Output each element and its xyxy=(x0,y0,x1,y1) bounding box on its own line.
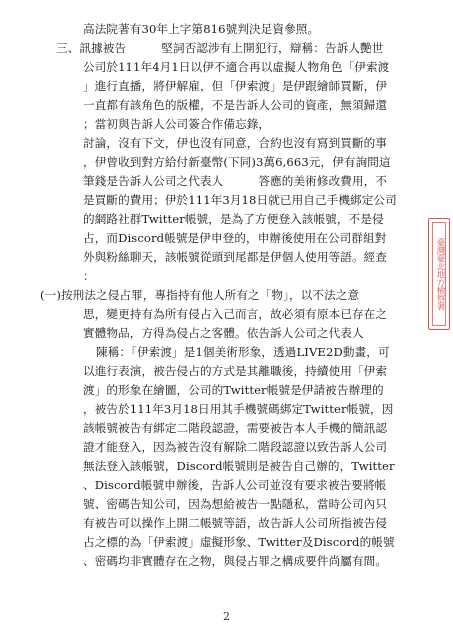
text-line-11: 的網路社群Twitter帳號，是為了方便登入該帳號，不是侵 xyxy=(83,212,384,226)
text-line-19: 以進行表演，被告侵占的方式是其離職後，持續使用「伊索 xyxy=(83,364,388,378)
text-line-24: 無法登入該帳號，Discord帳號則是被告自己辦的，Twitter xyxy=(83,459,395,473)
text-line-1: 高法院著有30年上字第816號判決足資參照。 xyxy=(83,22,320,36)
text-line-27: 有被告可以操作上開二帳號等語，故告訴人公司所指被告侵 xyxy=(83,516,388,530)
text-line-21: ，被告於111年3月18日用其手機號碼綁定Twitter帳號，因 xyxy=(83,402,394,416)
text-line-14: ： xyxy=(83,269,95,283)
text-line-13: 外與粉絲聊天，該帳號從頭到尾都是伊個人使用等語。經查 xyxy=(83,250,388,264)
page-number: 2 xyxy=(223,610,230,623)
text-line-29: 、密碼均非實體存在之物，與侵占罪之構成要件尚屬有間。 xyxy=(83,554,388,568)
text-line-18: 陳稱：「伊索渡」是1個美術形象，透過LIVE2D動畫，可 xyxy=(96,345,390,359)
text-line-23: 證才能登入，因為被告沒有解除二階段認證以致告訴人公司 xyxy=(83,440,388,454)
text-line-15: (一)按刑法之侵占罪，專指持有他人所有之「物」，以不法之意 xyxy=(40,288,360,302)
text-line-4: 」進行直播，將伊解雇，但「伊索渡」是伊跟繪師買斷，伊 xyxy=(83,79,388,93)
text-line-2: 三、訊據被告 堅詞否認涉有上開犯行，辯稱：告訴人艷世 xyxy=(56,41,384,55)
text-line-22: 該帳號被告有綁定二階段認證，需要被告本人手機的簡訊認 xyxy=(83,421,388,435)
text-line-17: 實體物品，方得為侵占之客體。依告訴人公司之代表人 xyxy=(83,326,364,340)
text-line-20: 渡」的形象在繪圖，公司的Twitter帳號是伊請被告辦理的 xyxy=(83,383,384,397)
text-line-7: 討論，沒有下文，伊也沒有同意，合約也沒有寫到買斷的事 xyxy=(83,136,388,150)
text-line-9: 筆錢是告訴人公司之代表人 答應的美術修改費用，不 xyxy=(83,174,388,188)
text-line-8: ，伊曾收到對方給付新臺幣(下同)3萬6,663元，伊有詢問這 xyxy=(83,155,391,169)
court-seal-stamp xyxy=(428,218,450,330)
text-line-5: 一直都有該角色的版權，不是告訴人公司的資產，無須歸還 xyxy=(83,98,388,112)
court-seal-stamp-text: 臺灣臺北地方檢察署 xyxy=(432,222,446,326)
text-line-12: 占，而Discord帳號是伊申登的，申辦後使用在公司群組對 xyxy=(83,231,387,245)
text-line-6: ；當初與告訴人公司簽合作備忘錄， xyxy=(83,117,271,131)
text-line-28: 占之標的為「伊索渡」虛擬形象、Twitter及Discord的帳號 xyxy=(83,535,395,549)
text-line-25: 、Discord帳號申辦後，告訴人公司並沒有要求被告要將帳 xyxy=(83,478,387,492)
text-line-3: 公司於111年4月1日以伊不適合再以虛擬人物角色「伊索渡 xyxy=(83,60,390,74)
text-line-16: 思，變更持有為所有侵占入己而言，故必須有原本已存在之 xyxy=(83,307,388,321)
text-line-10: 是買斷的費用；伊於111年3月18日就已用自己手機綁定公司 xyxy=(83,193,397,207)
text-line-26: 號、密碼告知公司，因為想給被告一點隱私，當時公司內只 xyxy=(83,497,388,511)
